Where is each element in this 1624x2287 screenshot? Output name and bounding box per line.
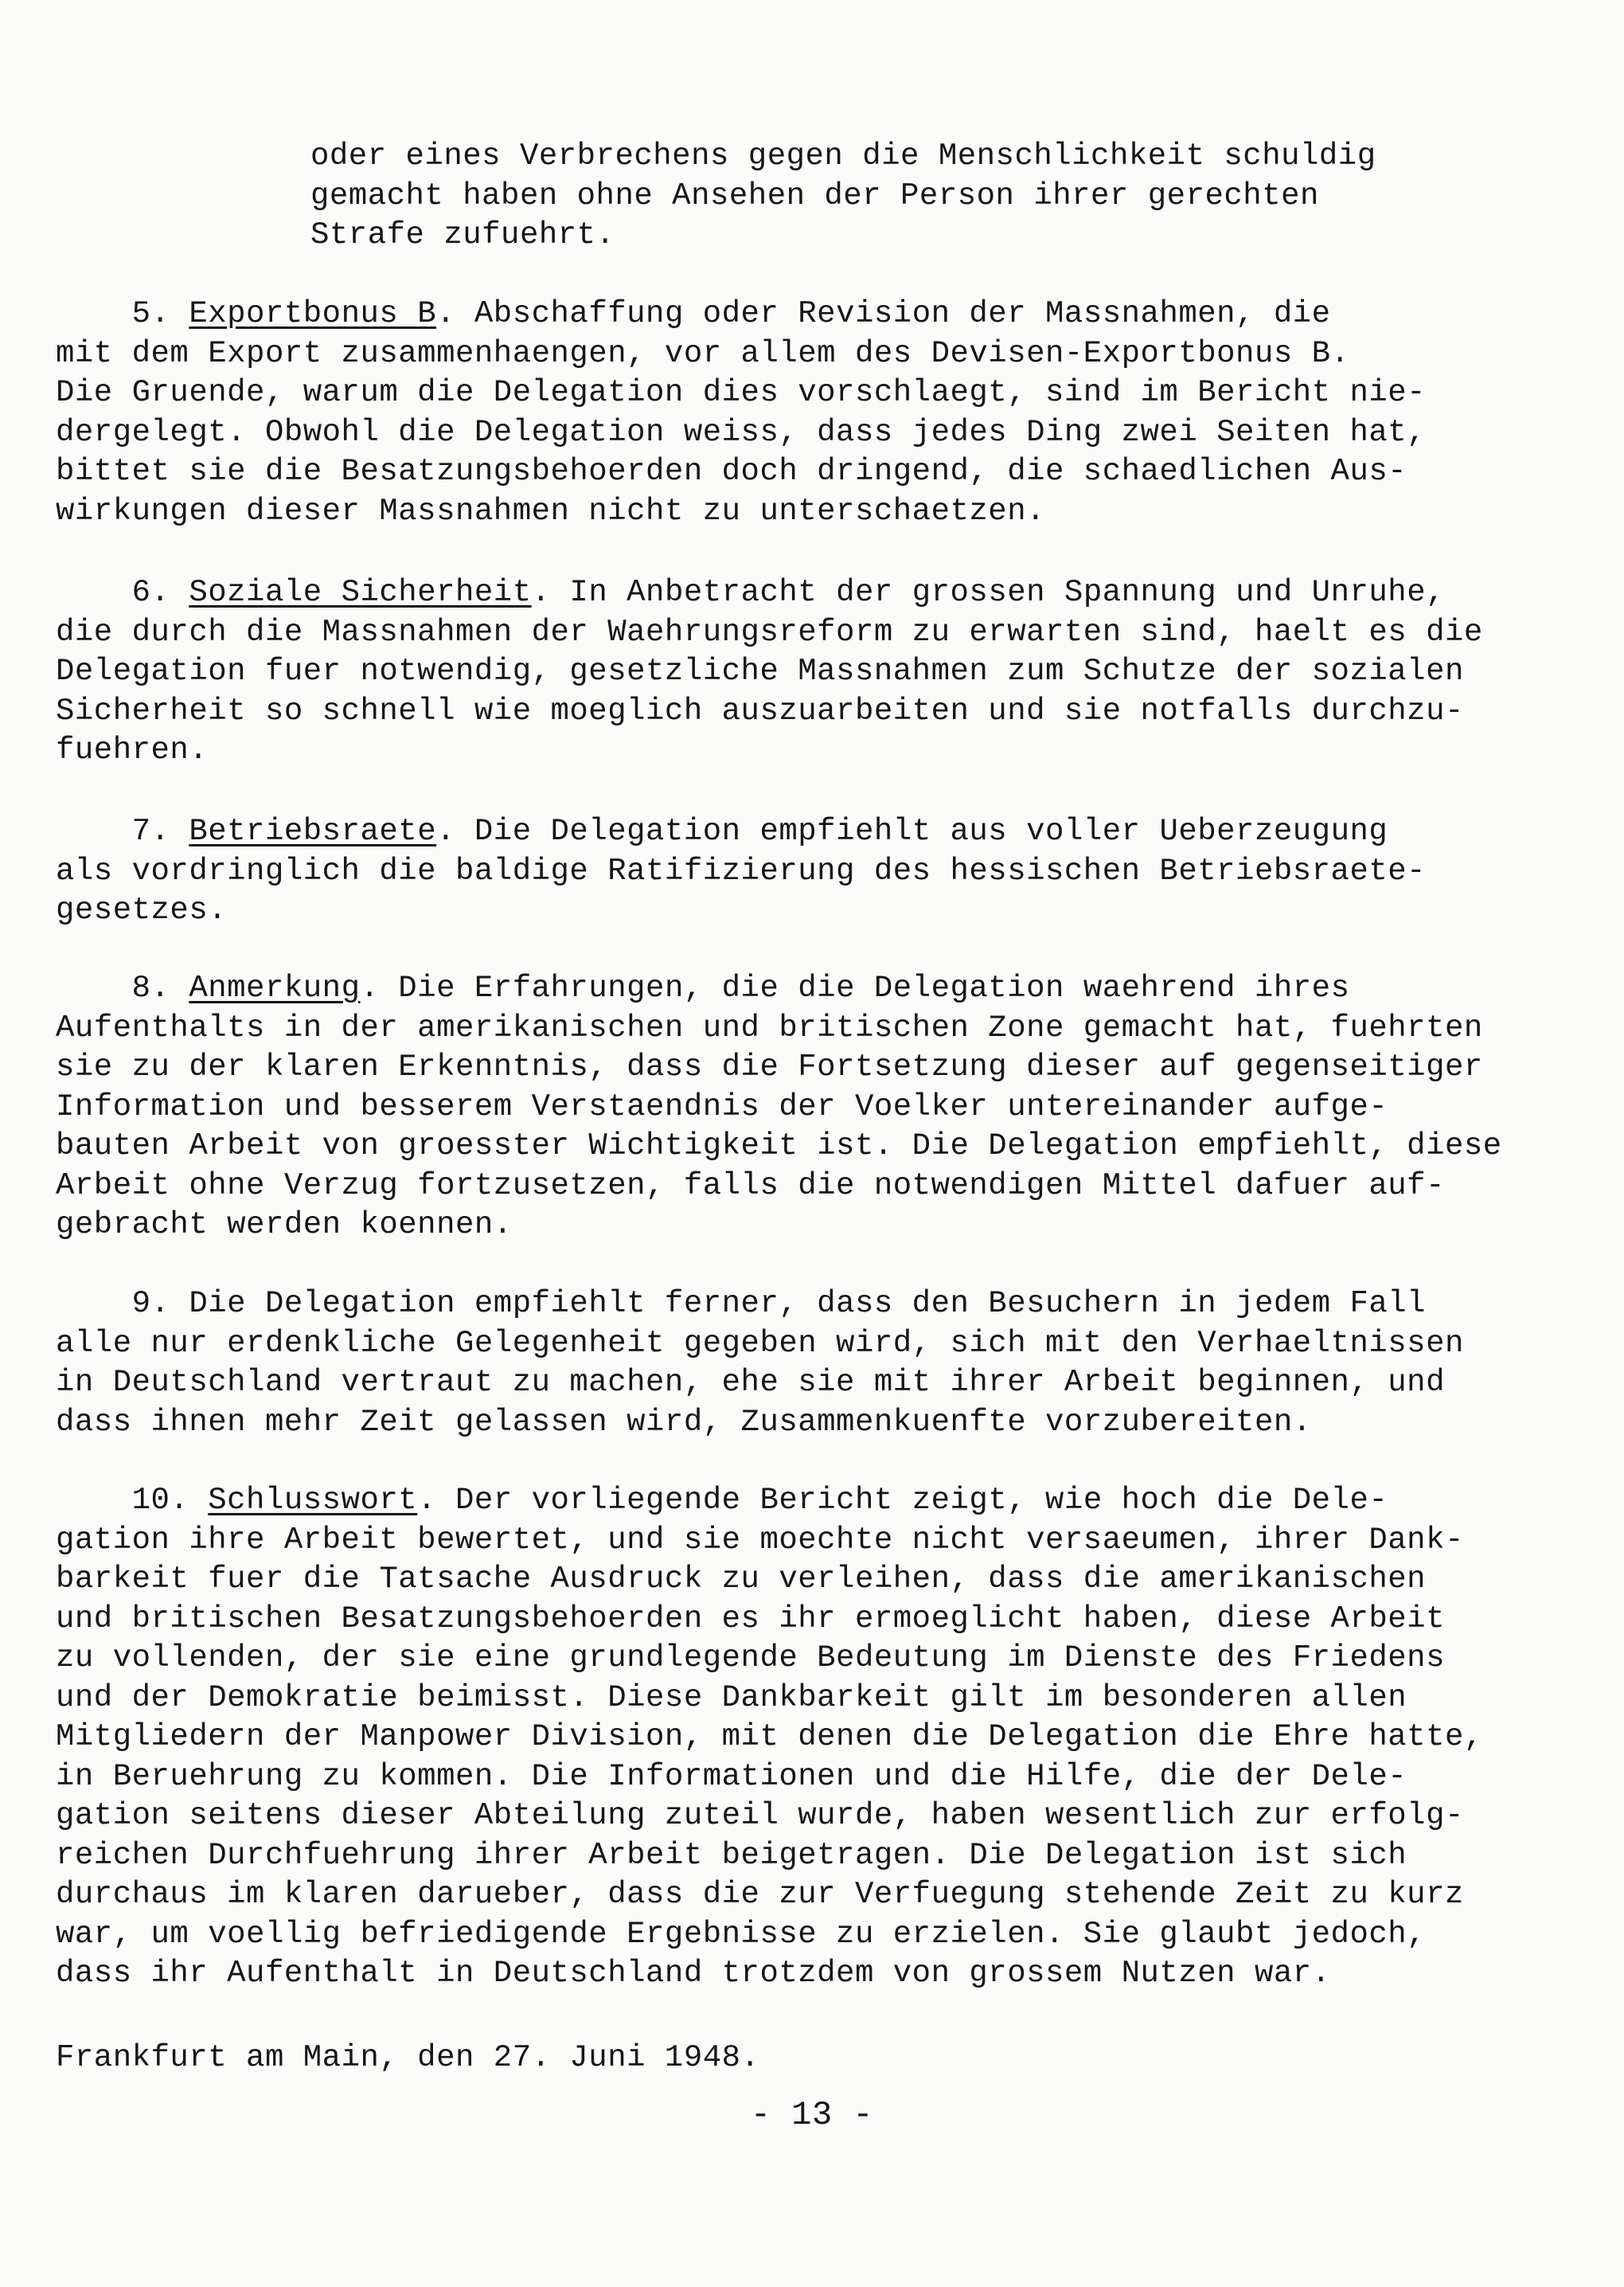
section-first-line — [56, 969, 1584, 1009]
section-line: reichen Durchfuehrung ihrer Arbeit beigetragen. Die Delegation ist sich — [56, 1837, 1407, 1873]
section-line: gation ihre Arbeit bewertet, und sie moechte nicht versaeumen, ihrer Dank- — [56, 1522, 1464, 1558]
section-number: 8. — [131, 971, 170, 1006]
section-heading: Exportbonus B — [189, 296, 437, 331]
section-first-line — [56, 812, 1584, 852]
section-number: 10. — [131, 1483, 189, 1518]
section-line: alle nur erdenkliche Gelegenheit gegeben wird, sich mit den Verhaeltnissen — [56, 1325, 1464, 1361]
section-line: wirkungen dieser Massnahmen nicht zu unterschaetzen. — [56, 493, 1045, 529]
section-line: zu vollenden, der sie eine grundlegende Bedeutung im Dienste des Friedens — [56, 1640, 1445, 1675]
section-line: dergelegt. Obwohl die Delegation weiss, dass jedes Ding zwei Seiten hat, — [56, 414, 1427, 450]
section-first-line-text: . In Anbetracht der grossen Spannung und Unruhe, — [531, 575, 1446, 610]
section-line: dass ihr Aufenthalt in Deutschland trotzdem von grossem Nutzen war. — [56, 1956, 1331, 1991]
section-first-line — [56, 295, 1584, 334]
section-line: und der Demokratie beimisst. Diese Dankbarkeit gilt im besonderen allen — [56, 1679, 1407, 1715]
section-first-line-text: Die Delegation empfiehlt ferner, dass den Besuchern in jedem Fall — [170, 1286, 1427, 1321]
section-number: 5. — [131, 296, 170, 331]
section-5-paragraph — [56, 295, 1584, 531]
intro-line: oder eines Verbrechens gegen die Menschlichkeit schuldig — [310, 139, 1376, 174]
section-number: 7. — [131, 814, 170, 849]
section-heading: Soziale Sicherheit — [189, 575, 532, 610]
section-first-line-text: . Die Erfahrungen, die die Delegation waehrend ihres — [360, 971, 1350, 1006]
section-line: als vordringlich die baldige Ratifizierung des hessischen Betriebsraete- — [56, 853, 1427, 889]
section-heading: Schlusswort — [208, 1483, 418, 1518]
section-7-paragraph — [56, 812, 1584, 931]
section-line: Sicherheit so schnell wie moeglich auszuarbeiten und sie notfalls durchzu- — [56, 693, 1464, 729]
section-line: dass ihnen mehr Zeit gelassen wird, Zusammenkuenfte vorzubereiten. — [56, 1404, 1312, 1440]
section-line: gebracht werden koennen. — [56, 1207, 513, 1242]
section-line: Arbeit ohne Verzug fortzusetzen, falls die notwendigen Mittel dafuer auf- — [56, 1167, 1445, 1203]
section-line: Aufenthalts in der amerikanischen und britischen Zone gemacht hat, fuehrten — [56, 1010, 1483, 1046]
section-number: 6. — [131, 575, 170, 610]
section-first-line-text: . Der vorliegende Bericht zeigt, wie hoch die Dele- — [417, 1483, 1388, 1518]
section-line: mit dem Export zusammenhaengen, vor allem des Devisen-Exportbonus B. — [56, 335, 1350, 371]
section-line: die durch die Massnahmen der Waehrungsreform zu erwarten sind, haelt es die — [56, 614, 1483, 650]
section-8-paragraph — [56, 969, 1584, 1245]
intro-line: Strafe zufuehrt. — [310, 217, 615, 252]
section-line: bauten Arbeit von groesster Wichtigkeit ist. Die Delegation empfiehlt, diese — [56, 1128, 1502, 1163]
section-line: durchaus im klaren darueber, dass die zur Verfuegung stehende Zeit zu kurz — [56, 1877, 1464, 1912]
section-first-line-text: . Die Delegation empfiehlt aus voller Ueberzeugung — [436, 814, 1388, 849]
section-line: in Beruehrung zu kommen. Die Informationen und die Hilfe, die der Dele- — [56, 1758, 1407, 1794]
section-line: in Deutschland vertraut zu machen, ehe sie mit ihrer Arbeit beginnen, und — [56, 1365, 1445, 1400]
section-first-line — [56, 1284, 1584, 1324]
section-heading: Betriebsraete — [189, 814, 437, 849]
section-9-paragraph — [56, 1284, 1584, 1442]
intro-paragraph — [310, 137, 1552, 256]
section-line: und britischen Besatzungsbehoerden es ihr ermoeglicht haben, diese Arbeit — [56, 1601, 1445, 1636]
section-line: war, um voellig befriedigende Ergebnisse zu erzielen. Sie glaubt jedoch, — [56, 1916, 1427, 1952]
section-line: bittet sie die Besatzungsbehoerden doch dringend, die schaedlichen Aus- — [56, 454, 1407, 489]
section-line: Die Gruende, warum die Delegation dies vorschlaegt, sind im Bericht nie- — [56, 375, 1427, 410]
section-first-line — [56, 573, 1584, 613]
section-line: fuehren. — [56, 733, 209, 768]
page-number: - 13 - — [750, 2096, 874, 2134]
section-first-line-text: . Abschaffung oder Revision der Massnahmen, die — [436, 296, 1331, 331]
signature-date: Frankfurt am Main, den 27. Juni 1948. — [56, 2040, 760, 2075]
section-10-paragraph — [56, 1481, 1584, 1994]
section-line: Delegation fuer notwendig, gesetzliche Massnahmen zum Schutze der sozialen — [56, 654, 1464, 689]
section-line: Information und besserem Verstaendnis der Voelker untereinander aufge- — [56, 1089, 1388, 1124]
section-number: 9. — [131, 1286, 170, 1321]
section-heading: Anmerkung — [189, 971, 361, 1006]
section-6-paragraph — [56, 573, 1584, 771]
section-line: barkeit fuer die Tatsache Ausdruck zu verleihen, dass die amerikanischen — [56, 1562, 1427, 1597]
section-first-line — [56, 1481, 1584, 1521]
intro-line: gemacht haben ohne Ansehen der Person ihrer gerechten — [310, 178, 1319, 213]
section-line: gation seitens dieser Abteilung zuteil wurde, haben wesentlich zur erfolg- — [56, 1798, 1464, 1833]
section-line: sie zu der klaren Erkenntnis, dass die Fortsetzung dieser auf gegenseitiger — [56, 1050, 1483, 1085]
section-line: Mitgliedern der Manpower Division, mit denen die Delegation die Ehre hatte, — [56, 1719, 1483, 1754]
section-line: gesetzes. — [56, 893, 228, 928]
